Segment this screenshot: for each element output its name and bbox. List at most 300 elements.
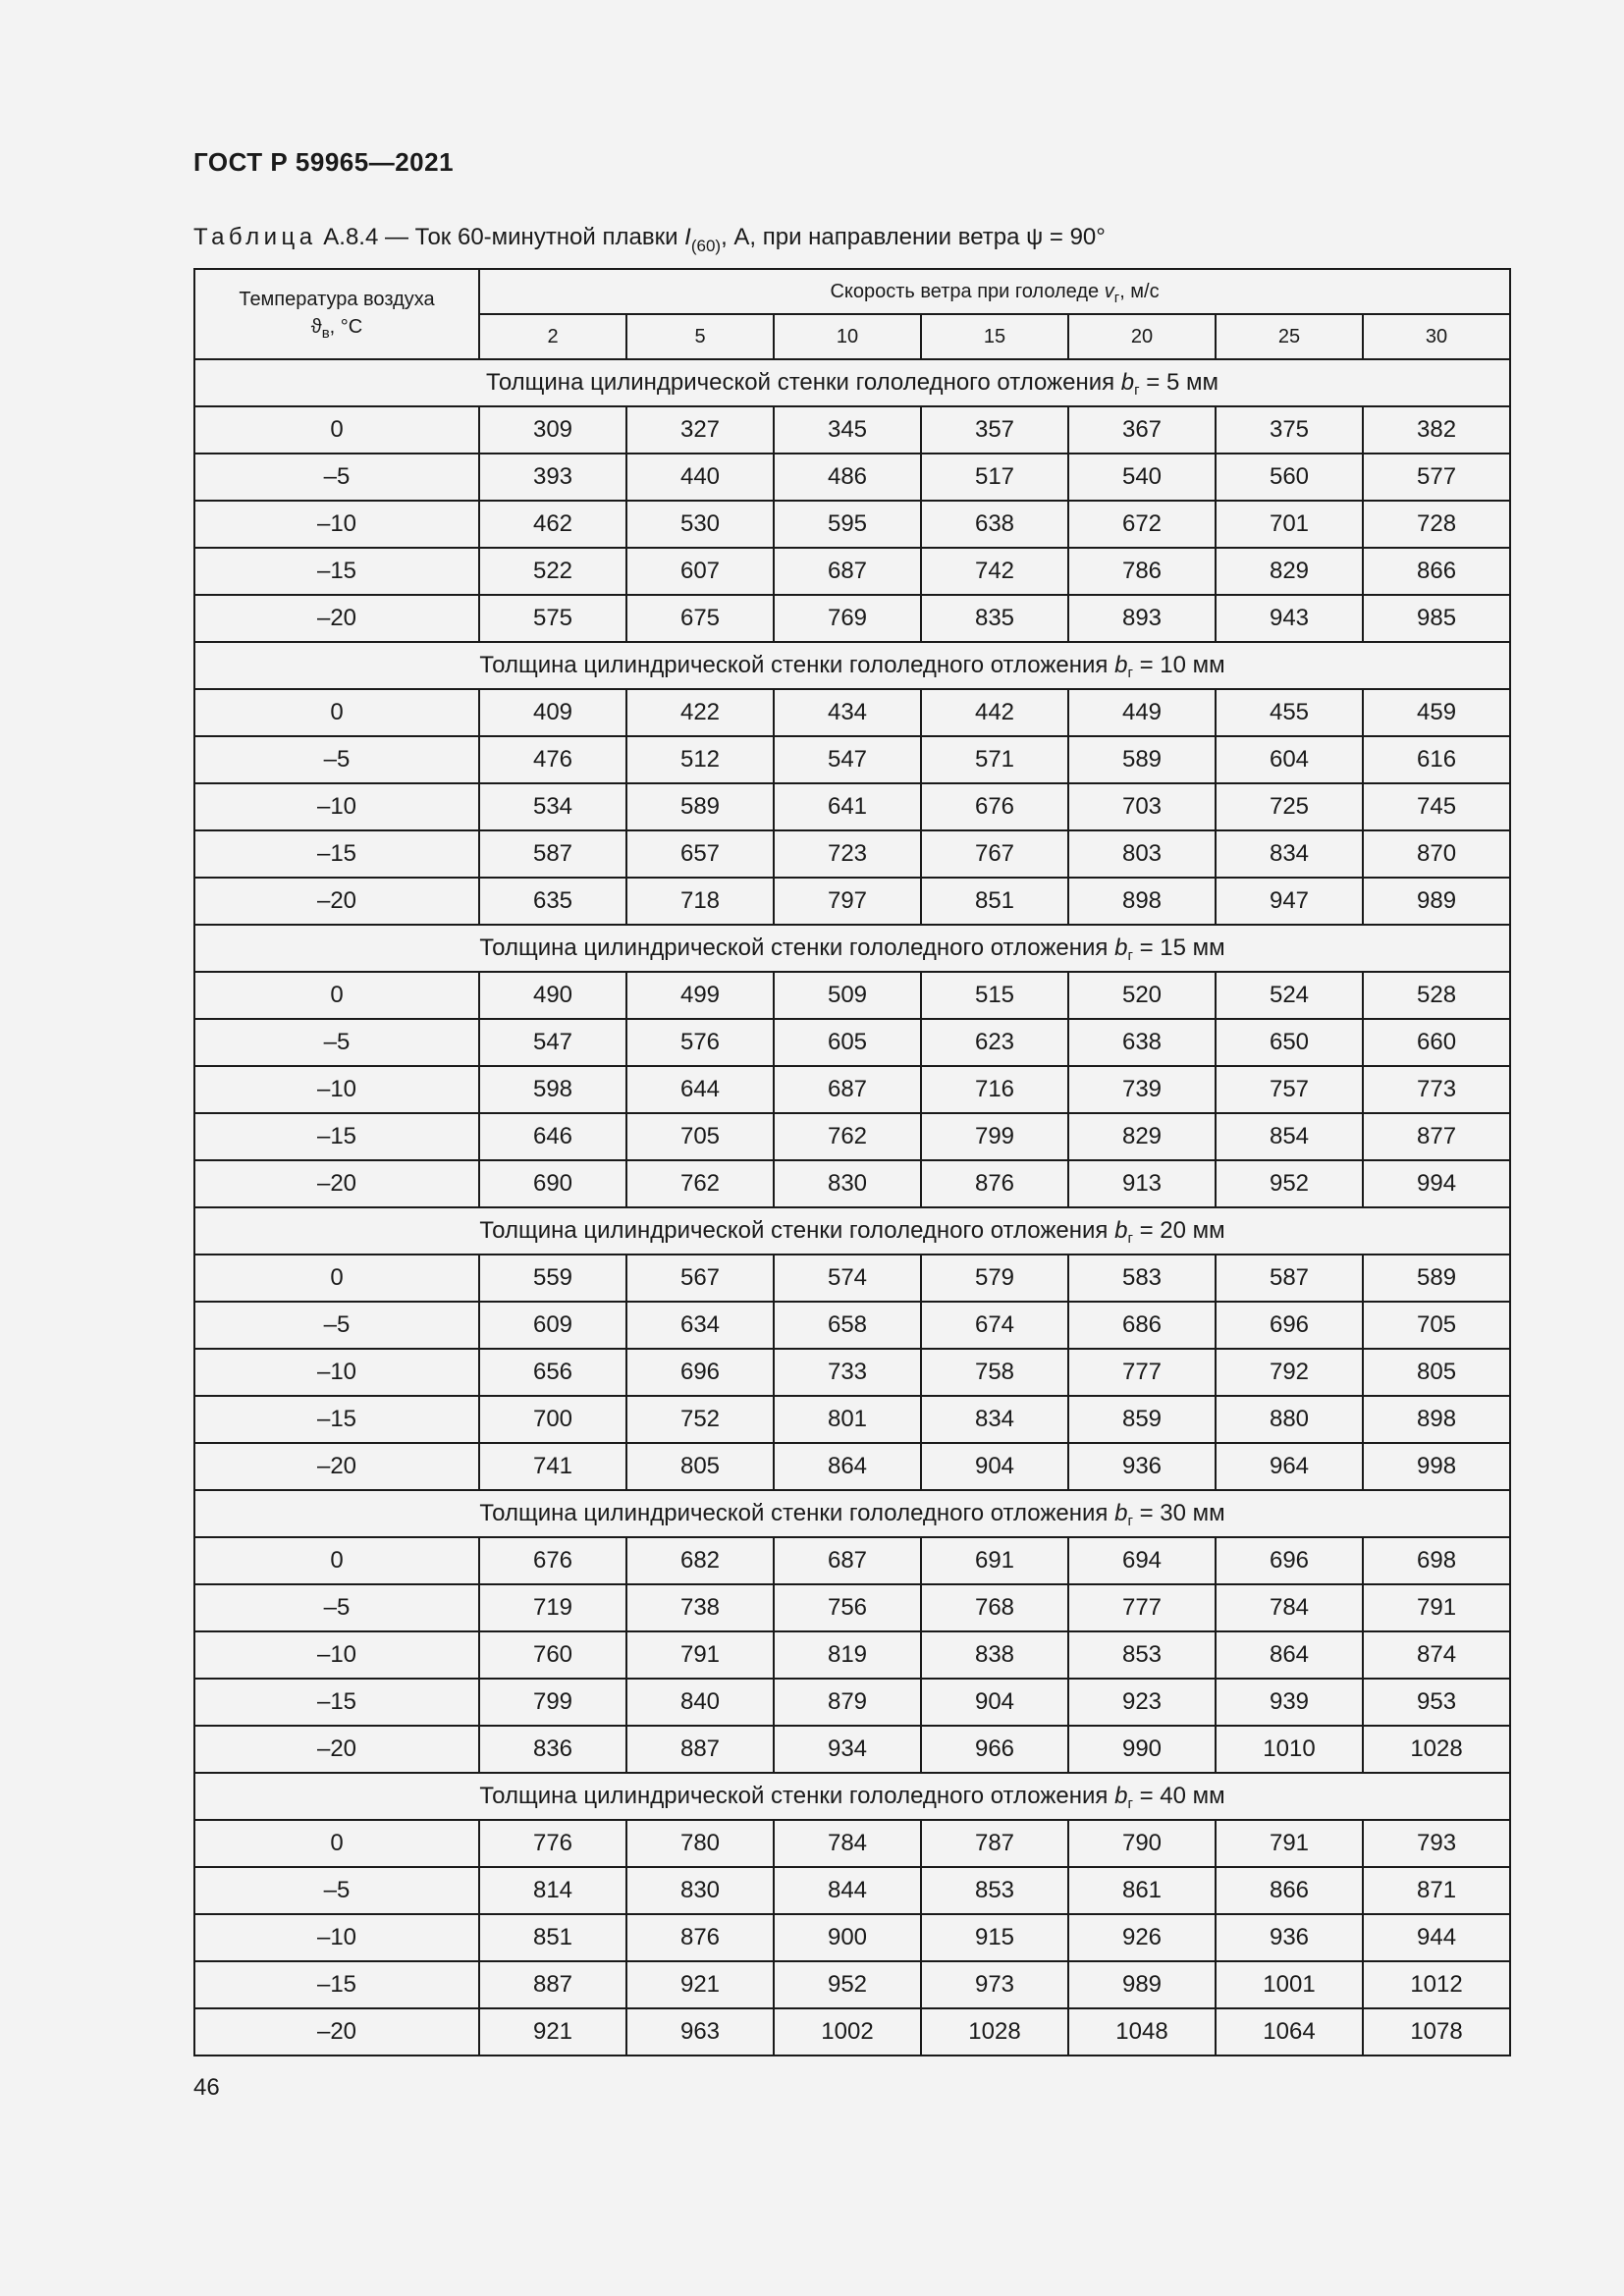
- current-value-cell: 844: [774, 1867, 921, 1914]
- wind-speed-value: 5: [626, 314, 774, 359]
- current-value-cell: 921: [626, 1961, 774, 2008]
- current-value-cell: 641: [774, 783, 921, 830]
- current-value-cell: 705: [626, 1113, 774, 1160]
- current-value-cell: 520: [1068, 972, 1216, 1019]
- current-value-cell: 589: [1068, 736, 1216, 783]
- current-value-cell: 687: [774, 548, 921, 595]
- current-value-cell: 835: [921, 595, 1068, 642]
- current-value-cell: 742: [921, 548, 1068, 595]
- current-value-cell: 723: [774, 830, 921, 878]
- current-value-cell: 943: [1216, 595, 1363, 642]
- current-value-cell: 587: [479, 830, 626, 878]
- current-value-cell: 792: [1216, 1349, 1363, 1396]
- current-value-cell: 898: [1363, 1396, 1510, 1443]
- current-value-cell: 382: [1363, 406, 1510, 454]
- current-value-cell: 989: [1068, 1961, 1216, 2008]
- table-row: [194, 1867, 1510, 1914]
- current-value-cell: 515: [921, 972, 1068, 1019]
- wind-speed-header: [479, 269, 1510, 314]
- table-row: [194, 1679, 1510, 1726]
- table-row: [194, 1349, 1510, 1396]
- current-value-cell: 923: [1068, 1679, 1216, 1726]
- current-value-cell: 638: [1068, 1019, 1216, 1066]
- section-prefix: Толщина цилиндрической стенки гололедного отложения: [479, 1783, 1115, 1809]
- section-header: [194, 1207, 1510, 1255]
- table-body: [194, 359, 1510, 2056]
- current-value-cell: 422: [626, 689, 774, 736]
- current-value-cell: 725: [1216, 783, 1363, 830]
- current-value-cell: 952: [774, 1961, 921, 2008]
- current-value-cell: 1028: [921, 2008, 1068, 2056]
- wind-speed-value: 2: [479, 314, 626, 359]
- table-row: [194, 1631, 1510, 1679]
- temperature-cell: –20: [194, 595, 479, 642]
- current-value-cell: 672: [1068, 501, 1216, 548]
- current-value-cell: 964: [1216, 1443, 1363, 1490]
- temperature-cell: –15: [194, 1961, 479, 2008]
- caption-text-after: , А, при направлении ветра ψ = 90°: [721, 224, 1106, 250]
- current-value-cell: 777: [1068, 1349, 1216, 1396]
- table-row: [194, 1160, 1510, 1207]
- current-value-cell: 853: [1068, 1631, 1216, 1679]
- current-value-cell: 696: [626, 1349, 774, 1396]
- current-value-cell: 947: [1216, 878, 1363, 925]
- section-header: [194, 642, 1510, 689]
- current-value-cell: 769: [774, 595, 921, 642]
- current-value-cell: 634: [626, 1302, 774, 1349]
- current-value-cell: 567: [626, 1255, 774, 1302]
- section-header-row: [194, 1490, 1510, 1537]
- wind-speed-value: 25: [1216, 314, 1363, 359]
- current-value-cell: 345: [774, 406, 921, 454]
- temperature-cell: –20: [194, 1443, 479, 1490]
- current-value-cell: 571: [921, 736, 1068, 783]
- section-prefix: Толщина цилиндрической стенки гололедного отложения: [479, 1217, 1115, 1244]
- current-value-cell: 864: [1216, 1631, 1363, 1679]
- temperature-header-label: Температура воздуха: [239, 289, 435, 310]
- table-row: [194, 1113, 1510, 1160]
- current-value-cell: 739: [1068, 1066, 1216, 1113]
- current-value-cell: 357: [921, 406, 1068, 454]
- temperature-cell: –15: [194, 830, 479, 878]
- current-value-cell: 490: [479, 972, 626, 1019]
- current-value-cell: 476: [479, 736, 626, 783]
- temperature-cell: –5: [194, 1019, 479, 1066]
- current-value-cell: 579: [921, 1255, 1068, 1302]
- table-row: [194, 1820, 1510, 1867]
- current-value-cell: 367: [1068, 406, 1216, 454]
- temperature-header-symbol: ϑ: [310, 316, 322, 338]
- current-value-cell: 814: [479, 1867, 626, 1914]
- section-prefix: Толщина цилиндрической стенки гололедного отложения: [479, 652, 1115, 678]
- section-symbol-sub: г: [1127, 1230, 1133, 1247]
- caption-current-sub: (60): [690, 237, 722, 255]
- section-header: [194, 359, 1510, 406]
- table-row: [194, 972, 1510, 1019]
- temperature-cell: –10: [194, 1066, 479, 1113]
- current-value-cell: 799: [479, 1679, 626, 1726]
- current-value-cell: 587: [1216, 1255, 1363, 1302]
- current-value-cell: 803: [1068, 830, 1216, 878]
- current-value-cell: 524: [1216, 972, 1363, 1019]
- current-value-cell: 859: [1068, 1396, 1216, 1443]
- table-row: [194, 501, 1510, 548]
- current-value-cell: 576: [626, 1019, 774, 1066]
- current-value-cell: 701: [1216, 501, 1363, 548]
- current-value-cell: 575: [479, 595, 626, 642]
- current-value-cell: 696: [1216, 1537, 1363, 1584]
- current-value-cell: 1048: [1068, 2008, 1216, 2056]
- table-row: [194, 406, 1510, 454]
- current-value-cell: 880: [1216, 1396, 1363, 1443]
- current-value-cell: 393: [479, 454, 626, 501]
- current-value-cell: 738: [626, 1584, 774, 1631]
- temperature-cell: –10: [194, 1631, 479, 1679]
- wind-speed-header-symbol: v: [1104, 280, 1114, 302]
- current-value-cell: 851: [479, 1914, 626, 1961]
- current-value-cell: 1001: [1216, 1961, 1363, 2008]
- current-value-cell: 877: [1363, 1113, 1510, 1160]
- current-value-cell: 838: [921, 1631, 1068, 1679]
- current-value-cell: 674: [921, 1302, 1068, 1349]
- current-value-cell: 462: [479, 501, 626, 548]
- current-value-cell: 876: [626, 1914, 774, 1961]
- section-symbol-sub: г: [1127, 1795, 1133, 1812]
- melting-current-table: [193, 268, 1511, 2056]
- section-symbol: b: [1114, 1217, 1128, 1244]
- temperature-cell: –5: [194, 1867, 479, 1914]
- current-value-cell: 512: [626, 736, 774, 783]
- current-value-cell: 686: [1068, 1302, 1216, 1349]
- current-value-cell: 797: [774, 878, 921, 925]
- current-value-cell: 691: [921, 1537, 1068, 1584]
- current-value-cell: 939: [1216, 1679, 1363, 1726]
- document-code: ГОСТ Р 59965—2021: [193, 147, 455, 177]
- section-thickness: = 5 мм: [1139, 369, 1218, 396]
- current-value-cell: 499: [626, 972, 774, 1019]
- current-value-cell: 687: [774, 1066, 921, 1113]
- current-value-cell: 598: [479, 1066, 626, 1113]
- current-value-cell: 784: [1216, 1584, 1363, 1631]
- current-value-cell: 440: [626, 454, 774, 501]
- current-value-cell: 728: [1363, 501, 1510, 548]
- current-value-cell: 990: [1068, 1726, 1216, 1773]
- section-symbol-sub: г: [1134, 382, 1140, 399]
- temperature-cell: –5: [194, 1584, 479, 1631]
- section-symbol-sub: г: [1127, 1513, 1133, 1529]
- current-value-cell: 646: [479, 1113, 626, 1160]
- table-row: [194, 1961, 1510, 2008]
- section-prefix: Толщина цилиндрической стенки гололедного отложения: [479, 934, 1115, 961]
- current-value-cell: 698: [1363, 1537, 1510, 1584]
- current-value-cell: 904: [921, 1443, 1068, 1490]
- current-value-cell: 784: [774, 1820, 921, 1867]
- current-value-cell: 1028: [1363, 1726, 1510, 1773]
- current-value-cell: 963: [626, 2008, 774, 2056]
- current-value-cell: 1012: [1363, 1961, 1510, 2008]
- current-value-cell: 577: [1363, 454, 1510, 501]
- current-value-cell: 879: [774, 1679, 921, 1726]
- current-value-cell: 733: [774, 1349, 921, 1396]
- current-value-cell: 904: [921, 1679, 1068, 1726]
- section-symbol: b: [1114, 652, 1128, 678]
- temperature-cell: 0: [194, 1537, 479, 1584]
- temperature-cell: 0: [194, 1820, 479, 1867]
- temperature-cell: –15: [194, 1113, 479, 1160]
- temperature-cell: 0: [194, 406, 479, 454]
- current-value-cell: 522: [479, 548, 626, 595]
- table-row: [194, 454, 1510, 501]
- current-value-cell: 705: [1363, 1302, 1510, 1349]
- table-row: [194, 1066, 1510, 1113]
- current-value-cell: 607: [626, 548, 774, 595]
- current-value-cell: 926: [1068, 1914, 1216, 1961]
- wind-speed-header-label: Скорость ветра при гололеде: [830, 280, 1105, 302]
- temperature-cell: –15: [194, 1396, 479, 1443]
- current-value-cell: 787: [921, 1820, 1068, 1867]
- table-row: [194, 1019, 1510, 1066]
- current-value-cell: 834: [921, 1396, 1068, 1443]
- current-value-cell: 786: [1068, 548, 1216, 595]
- current-value-cell: 675: [626, 595, 774, 642]
- current-value-cell: 517: [921, 454, 1068, 501]
- section-prefix: Толщина цилиндрической стенки гололедного отложения: [479, 1500, 1115, 1526]
- current-value-cell: 459: [1363, 689, 1510, 736]
- caption-text-before: — Ток 60-минутной плавки: [378, 224, 685, 250]
- section-symbol: b: [1114, 1500, 1128, 1526]
- current-value-cell: 780: [626, 1820, 774, 1867]
- current-value-cell: 864: [774, 1443, 921, 1490]
- current-value-cell: 776: [479, 1820, 626, 1867]
- section-thickness: = 40 мм: [1132, 1783, 1225, 1809]
- current-value-cell: 560: [1216, 454, 1363, 501]
- temperature-cell: –20: [194, 2008, 479, 2056]
- section-header-row: [194, 1207, 1510, 1255]
- current-value-cell: 690: [479, 1160, 626, 1207]
- current-value-cell: 1002: [774, 2008, 921, 2056]
- table-row: [194, 1396, 1510, 1443]
- table-row: [194, 1255, 1510, 1302]
- current-value-cell: 915: [921, 1914, 1068, 1961]
- current-value-cell: 604: [1216, 736, 1363, 783]
- current-value-cell: 703: [1068, 783, 1216, 830]
- wind-speed-value: 15: [921, 314, 1068, 359]
- current-value-cell: 830: [626, 1867, 774, 1914]
- current-value-cell: 805: [626, 1443, 774, 1490]
- section-header-row: [194, 1773, 1510, 1820]
- current-value-cell: 760: [479, 1631, 626, 1679]
- current-value-cell: 696: [1216, 1302, 1363, 1349]
- temperature-cell: –15: [194, 548, 479, 595]
- section-symbol: b: [1114, 934, 1128, 961]
- temperature-cell: –5: [194, 454, 479, 501]
- current-value-cell: 998: [1363, 1443, 1510, 1490]
- temperature-header-unit: , °С: [329, 316, 363, 338]
- table-row: [194, 548, 1510, 595]
- current-value-cell: 745: [1363, 783, 1510, 830]
- current-value-cell: 887: [626, 1726, 774, 1773]
- temperature-cell: 0: [194, 1255, 479, 1302]
- current-value-cell: 921: [479, 2008, 626, 2056]
- current-value-cell: 829: [1068, 1113, 1216, 1160]
- current-value-cell: 644: [626, 1066, 774, 1113]
- current-value-cell: 700: [479, 1396, 626, 1443]
- section-header-row: [194, 925, 1510, 972]
- current-value-cell: 657: [626, 830, 774, 878]
- current-value-cell: 676: [921, 783, 1068, 830]
- current-value-cell: 534: [479, 783, 626, 830]
- current-value-cell: 989: [1363, 878, 1510, 925]
- current-value-cell: 900: [774, 1914, 921, 1961]
- caption-number: А.8.4: [323, 224, 379, 250]
- current-value-cell: 768: [921, 1584, 1068, 1631]
- current-value-cell: 449: [1068, 689, 1216, 736]
- temperature-cell: –20: [194, 1726, 479, 1773]
- current-value-cell: 676: [479, 1537, 626, 1584]
- current-value-cell: 819: [774, 1631, 921, 1679]
- current-value-cell: 790: [1068, 1820, 1216, 1867]
- current-value-cell: 936: [1216, 1914, 1363, 1961]
- temperature-cell: –10: [194, 783, 479, 830]
- current-value-cell: 583: [1068, 1255, 1216, 1302]
- section-thickness: = 20 мм: [1132, 1217, 1225, 1244]
- table-row: [194, 1726, 1510, 1773]
- section-symbol-sub: г: [1127, 947, 1133, 964]
- current-value-cell: 830: [774, 1160, 921, 1207]
- wind-speed-value: 30: [1363, 314, 1510, 359]
- current-value-cell: 944: [1363, 1914, 1510, 1961]
- section-header: [194, 925, 1510, 972]
- current-value-cell: 719: [479, 1584, 626, 1631]
- current-value-cell: 595: [774, 501, 921, 548]
- current-value-cell: 682: [626, 1537, 774, 1584]
- current-value-cell: 854: [1216, 1113, 1363, 1160]
- current-value-cell: 953: [1363, 1679, 1510, 1726]
- current-value-cell: 609: [479, 1302, 626, 1349]
- current-value-cell: 1010: [1216, 1726, 1363, 1773]
- current-value-cell: 623: [921, 1019, 1068, 1066]
- current-value-cell: 530: [626, 501, 774, 548]
- current-value-cell: 309: [479, 406, 626, 454]
- current-value-cell: 616: [1363, 736, 1510, 783]
- table-row: [194, 878, 1510, 925]
- temperature-cell: –10: [194, 501, 479, 548]
- current-value-cell: 741: [479, 1443, 626, 1490]
- current-value-cell: 793: [1363, 1820, 1510, 1867]
- current-value-cell: 455: [1216, 689, 1363, 736]
- current-value-cell: 434: [774, 689, 921, 736]
- page-number: 46: [193, 2074, 220, 2101]
- current-value-cell: 834: [1216, 830, 1363, 878]
- current-value-cell: 866: [1216, 1867, 1363, 1914]
- current-value-cell: 853: [921, 1867, 1068, 1914]
- current-value-cell: 973: [921, 1961, 1068, 2008]
- current-value-cell: 589: [1363, 1255, 1510, 1302]
- current-value-cell: 1078: [1363, 2008, 1510, 2056]
- current-value-cell: 777: [1068, 1584, 1216, 1631]
- table-row: [194, 1537, 1510, 1584]
- section-header-row: [194, 359, 1510, 406]
- current-value-cell: 752: [626, 1396, 774, 1443]
- current-value-cell: 791: [1216, 1820, 1363, 1867]
- current-value-cell: 589: [626, 783, 774, 830]
- temperature-cell: –15: [194, 1679, 479, 1726]
- current-value-cell: 801: [774, 1396, 921, 1443]
- current-value-cell: 509: [774, 972, 921, 1019]
- temperature-header-sub: в: [321, 325, 330, 342]
- current-value-cell: 874: [1363, 1631, 1510, 1679]
- current-value-cell: 409: [479, 689, 626, 736]
- current-value-cell: 658: [774, 1302, 921, 1349]
- current-value-cell: 898: [1068, 878, 1216, 925]
- table-row: [194, 736, 1510, 783]
- temperature-cell: –10: [194, 1349, 479, 1396]
- section-thickness: = 15 мм: [1132, 934, 1225, 961]
- table-row: [194, 1584, 1510, 1631]
- current-value-cell: 871: [1363, 1867, 1510, 1914]
- current-value-cell: 574: [774, 1255, 921, 1302]
- current-value-cell: 528: [1363, 972, 1510, 1019]
- current-value-cell: 694: [1068, 1537, 1216, 1584]
- section-header: [194, 1490, 1510, 1537]
- current-value-cell: 547: [479, 1019, 626, 1066]
- current-value-cell: 605: [774, 1019, 921, 1066]
- current-value-cell: 773: [1363, 1066, 1510, 1113]
- current-value-cell: 934: [774, 1726, 921, 1773]
- current-value-cell: 718: [626, 878, 774, 925]
- current-value-cell: 687: [774, 1537, 921, 1584]
- table-row: [194, 783, 1510, 830]
- current-value-cell: 952: [1216, 1160, 1363, 1207]
- header-row: [194, 269, 1510, 314]
- current-value-cell: 540: [1068, 454, 1216, 501]
- current-value-cell: 985: [1363, 595, 1510, 642]
- current-value-cell: 756: [774, 1584, 921, 1631]
- table-row: [194, 595, 1510, 642]
- temperature-cell: –20: [194, 878, 479, 925]
- current-value-cell: 994: [1363, 1160, 1510, 1207]
- current-value-cell: 635: [479, 878, 626, 925]
- section-prefix: Толщина цилиндрической стенки гололедного отложения: [486, 369, 1121, 396]
- current-value-cell: 638: [921, 501, 1068, 548]
- current-value-cell: 876: [921, 1160, 1068, 1207]
- section-symbol: b: [1120, 369, 1135, 396]
- current-value-cell: 656: [479, 1349, 626, 1396]
- table-row: [194, 1302, 1510, 1349]
- temperature-header: [194, 269, 479, 359]
- current-value-cell: 762: [626, 1160, 774, 1207]
- caption-label: Таблица: [193, 224, 317, 250]
- wind-speed-header-unit: , м/с: [1119, 280, 1160, 302]
- section-symbol: b: [1114, 1783, 1128, 1809]
- temperature-cell: –20: [194, 1160, 479, 1207]
- temperature-cell: –10: [194, 1914, 479, 1961]
- current-value-cell: 375: [1216, 406, 1363, 454]
- current-value-cell: 936: [1068, 1443, 1216, 1490]
- section-thickness: = 10 мм: [1132, 652, 1225, 678]
- section-symbol-sub: г: [1127, 665, 1133, 681]
- current-value-cell: 887: [479, 1961, 626, 2008]
- current-value-cell: 1064: [1216, 2008, 1363, 2056]
- current-value-cell: 966: [921, 1726, 1068, 1773]
- current-value-cell: 829: [1216, 548, 1363, 595]
- table-row: [194, 689, 1510, 736]
- current-value-cell: 559: [479, 1255, 626, 1302]
- current-value-cell: 758: [921, 1349, 1068, 1396]
- current-value-cell: 913: [1068, 1160, 1216, 1207]
- table-row: [194, 1914, 1510, 1961]
- current-value-cell: 870: [1363, 830, 1510, 878]
